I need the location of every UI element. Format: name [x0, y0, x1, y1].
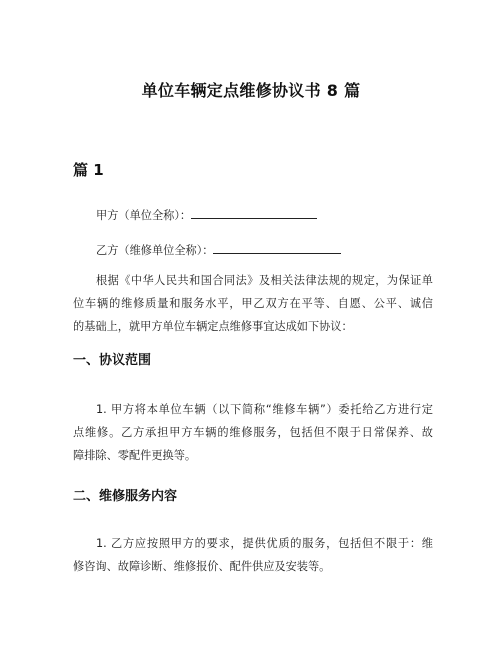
- section2-paragraph: [73, 532, 433, 578]
- section1-line: 障排除、零配件更换等。: [73, 449, 197, 462]
- party-b-label: 乙方（维修单位全称）：: [96, 244, 214, 257]
- section-heading: 二、维修服务内容: [73, 489, 178, 504]
- section1-paragraph: [73, 398, 433, 467]
- section2-line: 1. 乙方应按照甲方的要求，提供优质的服务，包括但不限于：维: [96, 537, 433, 550]
- section1-line: 点维修。乙方承担甲方车辆的维修服务，包括但不限于日常保养、故: [73, 426, 433, 439]
- intro-paragraph: [73, 269, 433, 338]
- party-a-line: [73, 204, 433, 227]
- section-heading: 一、协议范围: [73, 353, 152, 368]
- section1-line: 1. 甲方将本单位车辆（以下简称“维修车辆”）委托给乙方进行定: [96, 403, 433, 416]
- intro-line: 位车辆的维修质量和服务水平，甲乙双方在平等、自愿、公平、诚信: [73, 297, 433, 310]
- part-heading: 篇 1: [73, 161, 104, 179]
- party-b-blank: [213, 240, 341, 254]
- section2-line: 修咨询、故障诊断、维修报价、配件供应及安装等。: [73, 560, 331, 573]
- intro-line: 根据《中华人民共和国合同法》及相关法律法规的规定，为保证单: [96, 274, 433, 287]
- party-a-label: 甲方（单位全称）：: [96, 209, 192, 222]
- party-b-line: [73, 239, 433, 262]
- intro-line: 的基础上，就甲方单位车辆定点维修事宜达成如下协议：: [73, 320, 353, 333]
- document-title: 单位车辆定点维修协议书 8 篇: [141, 81, 361, 100]
- party-a-blank: [191, 205, 317, 219]
